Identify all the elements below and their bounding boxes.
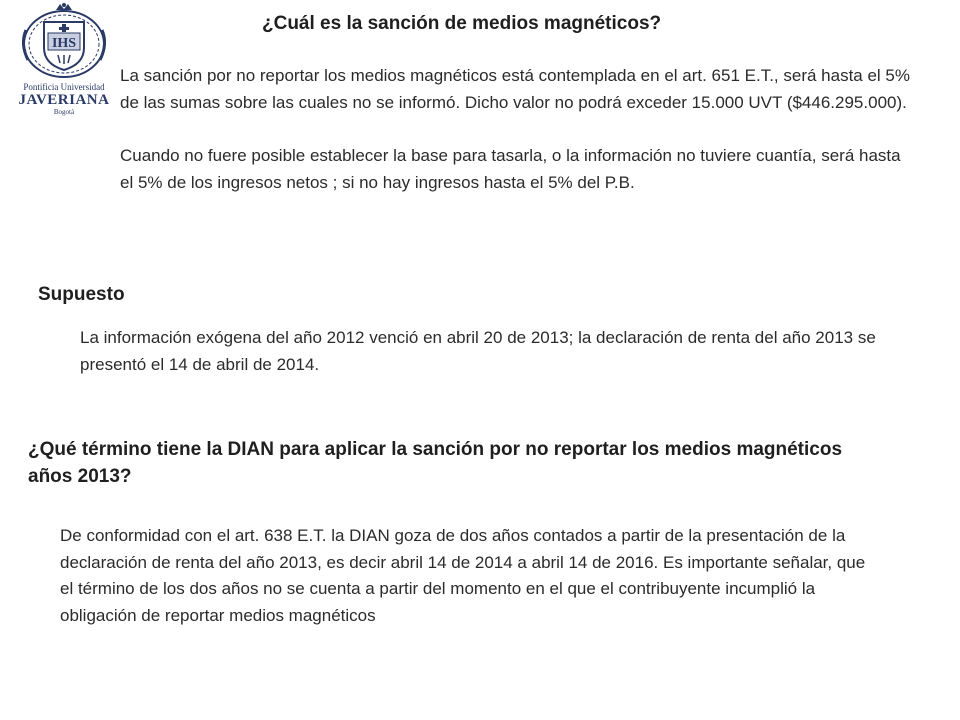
- logo-line-javeriana: JAVERIANA: [18, 92, 110, 108]
- intro-paragraph-1: La sanción por no reportar los medios magnéticos está contemplada en el art. 651 E.T., será hasta el 5% de las sumas sobre las cuales no se informó. Dicho valor no podrá exceder 15.000 UVT ($446.295.000).: [120, 66, 911, 112]
- javeriana-seal-icon: [16, 0, 112, 80]
- university-logo: [8, 0, 120, 116]
- answer-text: De conformidad con el art. 638 E.T. la DIAN goza de dos años contados a partir de la presentación de la declaración de renta del año 2013, es decir abril 14 de 2014 a abril 14 de 2016. Es importante señalar, que el término de los dos años no se cuenta a partir del momento en el que el contribuyente incumplió la obligación de reportar medios magnéticos: [60, 526, 866, 625]
- logo-line-pontificia: Pontificia Universidad: [23, 82, 105, 92]
- supuesto-heading: Supuesto: [38, 284, 125, 305]
- seal-ihs-text: IHS: [51, 36, 77, 51]
- question-heading: ¿Qué término tiene la DIAN para aplicar la sanción por no reportar los medios magnéticos años 2013?: [28, 439, 843, 487]
- supuesto-text: La información exógena del año 2012 venció en abril 20 de 2013; la declaración de renta del año 2013 se presentó el 14 de abril de 2014.: [80, 328, 876, 374]
- intro-paragraph-2: Cuando no fuere posible establecer la base para tasarla, o la información no tuviere cuantía, será hasta el 5% de los ingresos netos ; si no hay ingresos hasta el 5% del P.B.: [120, 146, 901, 192]
- intro-text-block: [120, 63, 910, 196]
- page-title: ¿Cuál es la sanción de medios magnéticos?: [262, 13, 662, 34]
- logo-line-bogota: Bogotá: [53, 108, 75, 116]
